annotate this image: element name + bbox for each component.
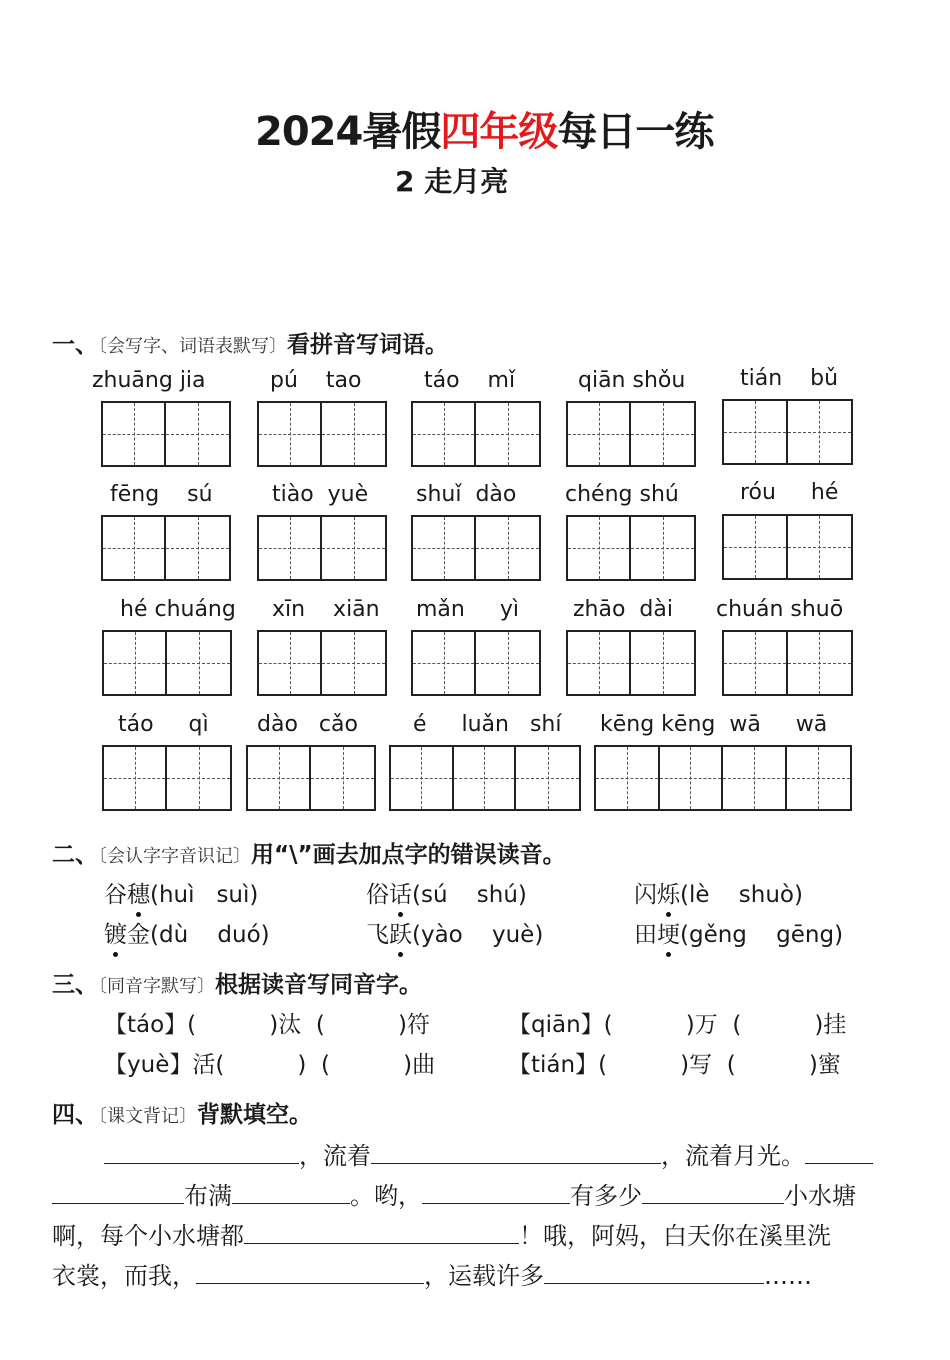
pinyin-label: shuǐ dào <box>416 482 517 507</box>
writing-grid[interactable] <box>722 630 853 696</box>
fill-blank[interactable] <box>244 1221 519 1244</box>
recitation-line-3: 啊，每个小水塘都 ！哦，阿妈，白天你在溪里洗 <box>52 1222 831 1250</box>
pinyin-label: táo mǐ <box>424 368 516 393</box>
writing-grid[interactable] <box>722 514 853 580</box>
pronunciation-item[interactable]: 闪烁(lè shuò) <box>634 876 803 909</box>
writing-grid[interactable] <box>594 745 852 811</box>
writing-grid[interactable] <box>102 745 232 811</box>
pinyin-label: kēng kēng wā wā <box>600 712 828 737</box>
pronunciation-item[interactable]: 俗话(sú shú) <box>366 876 527 909</box>
pinyin-label: chuán shuō <box>716 597 844 622</box>
section3-heading: 三、〔同音字默写〕根据读音写同音字。 <box>52 972 422 998</box>
writing-grid[interactable] <box>411 401 541 467</box>
pinyin-label: é luǎn shí <box>413 712 562 737</box>
pronunciation-item[interactable]: 飞跃(yào yuè) <box>366 916 543 949</box>
pinyin-label: dào cǎo <box>257 712 358 737</box>
homophone-line[interactable]: 【táo】( )汰 ( )符 <box>104 1012 430 1038</box>
pinyin-label: pú tao <box>270 368 362 393</box>
recitation-line-2: 布满 。哟， 有多少 小水塘 <box>52 1176 856 1211</box>
fill-blank[interactable] <box>104 1141 299 1164</box>
writing-grid[interactable] <box>722 399 853 465</box>
pinyin-label: fēng sú <box>110 482 213 507</box>
homophone-line[interactable]: 【tián】( )写 ( )蜜 <box>508 1052 841 1078</box>
fill-blank[interactable] <box>805 1141 873 1164</box>
writing-grid[interactable] <box>101 401 231 467</box>
page-title: 2024暑假四年级每日一练 <box>255 109 714 155</box>
writing-grid[interactable] <box>257 401 387 467</box>
writing-grid[interactable] <box>566 630 696 696</box>
fill-blank[interactable] <box>232 1181 350 1204</box>
writing-grid[interactable] <box>566 515 696 581</box>
section4-heading: 四、〔课文背记〕背默填空。 <box>52 1102 312 1128</box>
recitation-line-4: 衣裳，而我， ，运载许多 …… <box>52 1262 812 1290</box>
fill-blank[interactable] <box>196 1261 424 1284</box>
fill-blank[interactable] <box>52 1181 184 1204</box>
pinyin-label: tiào yuè <box>272 482 369 507</box>
pinyin-label: qiān shǒu <box>578 368 686 393</box>
homophone-line[interactable]: 【yuè】活( ) ( )曲 <box>104 1052 436 1078</box>
writing-grid[interactable] <box>411 515 541 581</box>
pinyin-label: róu hé <box>740 480 839 505</box>
fill-blank[interactable] <box>544 1261 764 1284</box>
pinyin-label: mǎn yì <box>416 597 519 622</box>
pinyin-label: xīn xiān <box>272 597 380 622</box>
fill-blank[interactable] <box>422 1181 570 1204</box>
writing-grid[interactable] <box>389 745 581 811</box>
pinyin-label: tián bǔ <box>740 366 839 391</box>
writing-grid[interactable] <box>411 630 541 696</box>
writing-grid[interactable] <box>246 745 376 811</box>
pronunciation-item[interactable]: 田埂(gěng gēng) <box>634 916 843 949</box>
writing-grid[interactable] <box>566 401 696 467</box>
pinyin-label: zhuāng jia <box>92 368 206 393</box>
writing-grid[interactable] <box>102 630 232 696</box>
section2-heading: 二、〔会认字字音识记〕用“\”画去加点字的错误读音。 <box>52 842 566 868</box>
writing-grid[interactable] <box>257 515 387 581</box>
pinyin-label: hé chuáng <box>120 597 236 622</box>
pinyin-label: táo qì <box>118 712 209 737</box>
writing-grid[interactable] <box>257 630 387 696</box>
lesson-title: 2 走月亮 <box>395 165 509 198</box>
section1-heading: 一、〔会写字、词语表默写〕看拼音写词语。 <box>52 332 448 358</box>
fill-blank[interactable] <box>371 1141 661 1164</box>
pinyin-label: zhāo dài <box>573 597 673 622</box>
fill-blank[interactable] <box>642 1181 784 1204</box>
recitation-line-1: ，流着 ，流着月光。 <box>104 1136 873 1171</box>
pronunciation-item[interactable]: 谷穗(huì suì) <box>104 876 258 909</box>
pronunciation-item[interactable]: 镀金(dù duó) <box>104 916 270 949</box>
pinyin-label: chéng shú <box>565 482 679 507</box>
homophone-line[interactable]: 【qiān】( )万 ( )挂 <box>508 1012 847 1038</box>
writing-grid[interactable] <box>101 515 231 581</box>
